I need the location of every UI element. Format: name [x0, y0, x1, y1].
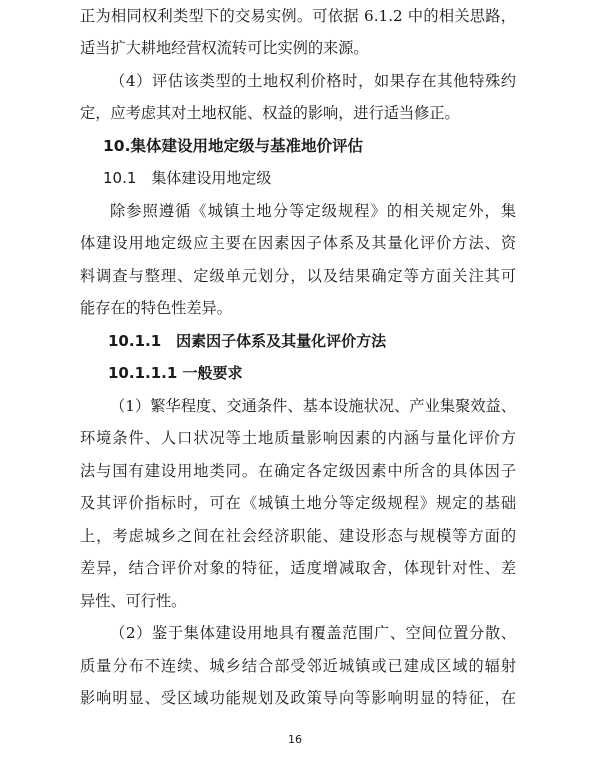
body-text-line: 及其评价指标时，可在《城镇土地分等定级规程》规定的基础 [80, 494, 516, 512]
body-text-line: 体建设用地定级应主要在因素因子体系及其量化评价方法、资 [80, 234, 516, 252]
body-text-line: 除参照遵循《城镇土地分等定级规程》的相关规定外，集 [110, 202, 516, 220]
page-number: 16 [288, 733, 302, 746]
body-text-line: 正为相同权利类型下的交易实例。可依据 6.1.2 中的相关思路， [80, 7, 516, 25]
body-text-line: （4）评估该类型的土地权利价格时，如果存在其他特殊约 [110, 72, 516, 90]
body-text-line: 定，应考虑其对土地权能、权益的影响，进行适当修正。 [80, 104, 460, 122]
body-text-line: 适当扩大耕地经营权流转可比实例的来源。 [80, 39, 369, 57]
body-text-line: （1）繁华程度、交通条件、基本设施状况、产业集聚效益、 [110, 397, 516, 415]
body-text-line: 法与国有建设用地类同。在确定各定级因素中所含的具体因子 [80, 462, 516, 480]
body-text-line: 料调查与整理、定级单元划分，以及结果确定等方面关注其可 [80, 267, 516, 285]
body-text-line: （2）鉴于集体建设用地具有覆盖范围广、空间位置分散、 [110, 624, 516, 642]
body-text-line: 上，考虑城乡之间在社会经济职能、建设形态与规模等方面的 [80, 527, 516, 545]
body-text-line: 异性、可行性。 [80, 592, 187, 610]
body-text-line: 影响明显、受区域功能规划及政策导向等影响明显的特征，在 [80, 689, 516, 707]
body-text-line: 差异，结合评价对象的特征，适度增减取舍，体现针对性、差 [80, 559, 516, 577]
body-text-line: 能存在的特色性差异。 [80, 299, 232, 317]
section-heading-10: 10.集体建设用地定级与基准地价评估 [103, 137, 363, 155]
body-text-line: 环境条件、人口状况等土地质量影响因素的内涵与量化评价方 [80, 429, 516, 447]
section-heading-10-1: 10.1 集体建设用地定级 [103, 169, 272, 187]
body-text-line: 质量分布不连续、城乡结合部受邻近城镇或已建成区域的辐射 [80, 657, 516, 675]
section-heading-10-1-1: 10.1.1 因素因子体系及其量化评价方法 [108, 332, 387, 350]
section-heading-10-1-1-1: 10.1.1.1 一般要求 [108, 364, 243, 382]
